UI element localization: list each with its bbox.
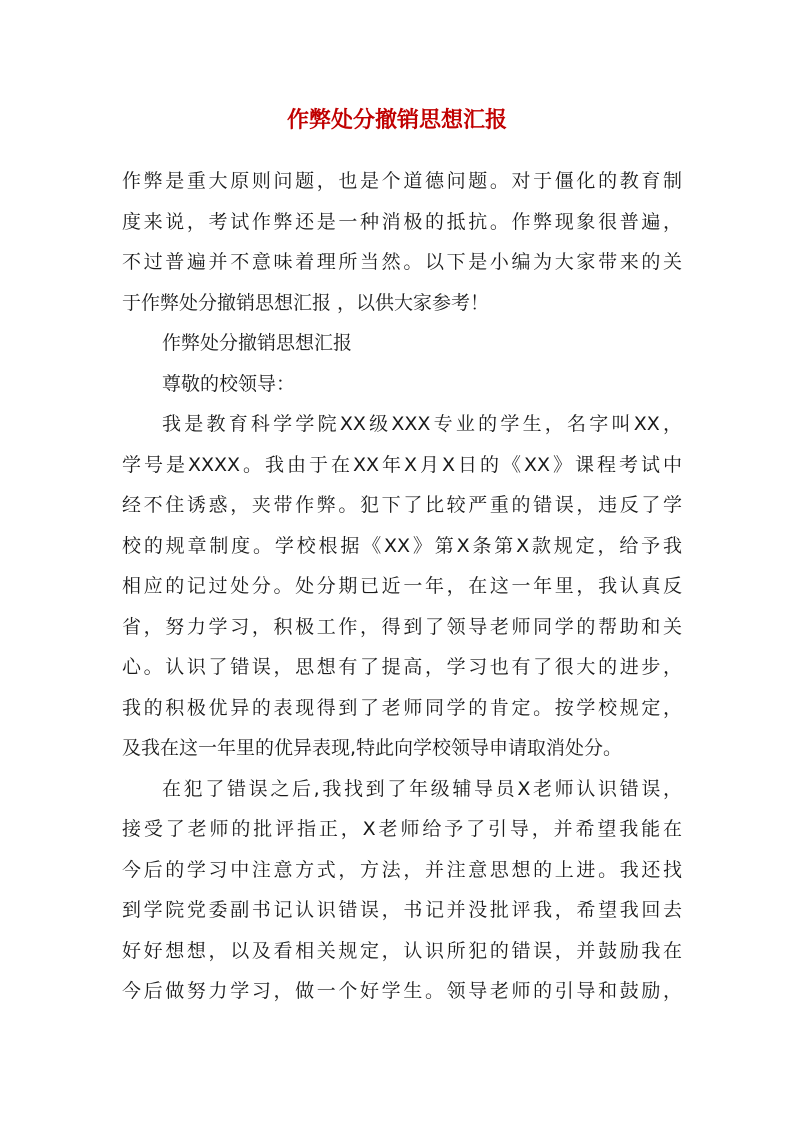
body-line: 我是教育科学学院XX级XXX专业的学生，名字叫XX， <box>162 413 682 435</box>
body-line: 在犯了错误之后,我找到了年级辅导员X老师认识错误， <box>162 777 682 800</box>
body-line: 经不住诱惑，夹带作弊。犯下了比较严重的错误，违反了学 <box>122 494 682 516</box>
body-line: 校的规章制度。学校根据《XX》第X条第X款规定，给予我 <box>122 534 682 557</box>
body-line: 好好想想，以及看相关规定，认识所犯的错误，并鼓励我在 <box>122 939 682 962</box>
body-line: 相应的记过处分。处分期已近一年，在这一年里，我认真反 <box>122 575 682 597</box>
body-line: 到学院党委副书记认识错误，书记并没批评我，希望我回去 <box>122 899 682 921</box>
body-line: 作弊是重大原则问题，也是个道德问题。对于僵化的教育制 <box>122 170 682 192</box>
body-line: 不过普遍并不意味着理所当然。以下是小编为大家带来的关 <box>122 251 682 273</box>
document-title: 作弊处分撤销思想汇报 <box>286 107 507 133</box>
body-line: 尊敬的校领导： <box>162 372 296 395</box>
body-line: 于作弊处分撤销思想汇报 ，以供大家参考！ <box>122 291 490 314</box>
body-line: 今后做努力学习，做一个好学生。领导老师的引导和鼓励， <box>122 980 682 1002</box>
body-line: 接受了老师的批评指正，X老师给予了引导，并希望我能在 <box>122 818 682 840</box>
body-line: 作弊处分撤销思想汇报 <box>162 332 353 354</box>
body-line: 度来说，考试作弊还是一种消极的抵抗。作弊现象很普遍， <box>122 210 682 233</box>
body-line: 心。认识了错误，思想有了提高，学习也有了很大的进步， <box>122 656 682 678</box>
body-line: 学号是XXXX。我由于在XX年X月X日的《XX》课程考试中 <box>122 453 682 476</box>
document-body <box>122 161 682 1012</box>
body-line: 省，努力学习，积极工作，得到了领导老师同学的帮助和关 <box>122 615 682 638</box>
body-line: 我的积极优异的表现得到了老师同学的肯定。按学校规定， <box>122 696 682 719</box>
body-line: 今后的学习中注意方式，方法，并注意思想的上进。我还找 <box>122 858 682 881</box>
body-line: 及我在这一年里的优异表现,特此向学校领导申请取消处分。 <box>122 737 623 759</box>
